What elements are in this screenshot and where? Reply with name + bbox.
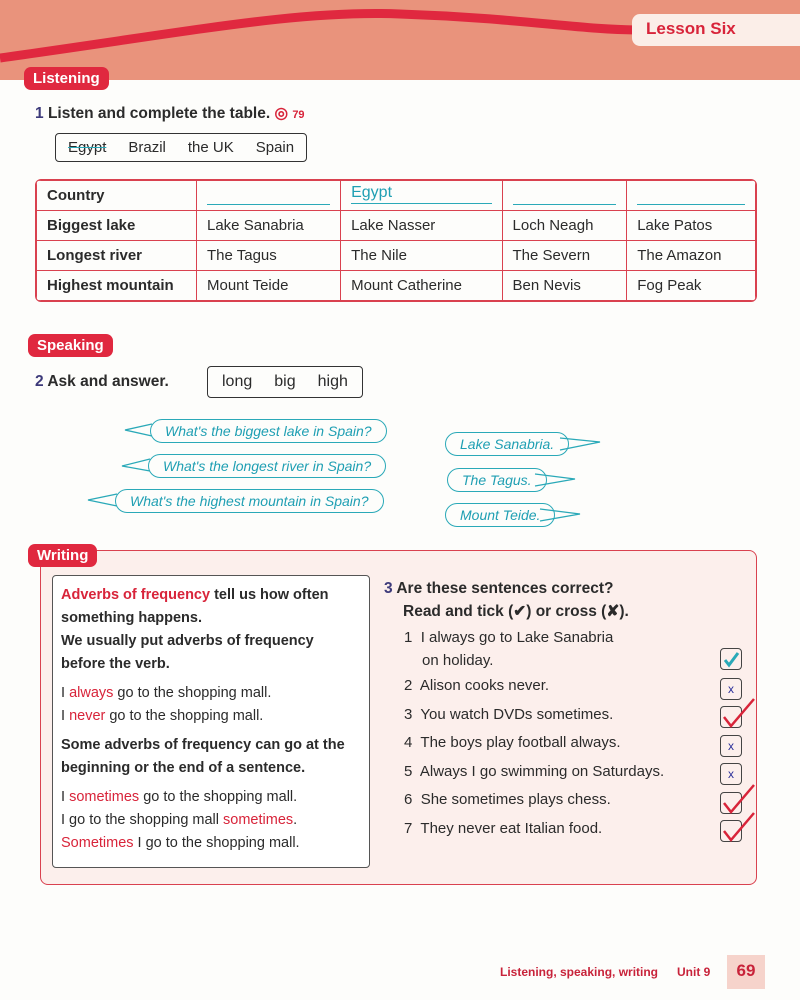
grammar-box <box>52 575 370 868</box>
word: big <box>274 373 296 390</box>
sentence-item: 1 I always go to Lake Sanabria on holiday. <box>404 629 614 669</box>
cell: Mount Teide <box>197 271 341 301</box>
exercise-number: 1 <box>35 105 44 122</box>
question-bubble: What's the biggest lake in Spain? <box>150 419 387 443</box>
word: Brazil <box>128 139 166 156</box>
instruction: Ask and answer. <box>47 373 169 390</box>
footer-topic: Listening, speaking, writing <box>500 965 659 979</box>
sentence-item: 2 Alison cooks never. <box>404 677 550 694</box>
section-speaking: Speaking <box>28 334 113 357</box>
grammar-rule: Some adverbs of frequency can go at the beginning or the end of a sentence. <box>61 737 345 776</box>
cross-checkbox[interactable]: x <box>720 763 742 785</box>
sentence-item: 7 They never eat Italian food. <box>404 819 603 837</box>
track-number: 79 <box>292 109 305 121</box>
answer-bubble: Mount Teide. <box>445 503 555 527</box>
tick-icon <box>721 785 761 815</box>
question-bubble: What's the highest mountain in Spain? <box>115 489 384 513</box>
example: I always go to the shopping mall. <box>61 685 272 701</box>
tick-checkbox[interactable] <box>720 648 742 670</box>
word: Spain <box>255 139 295 156</box>
cell: Lake Nasser <box>341 211 502 241</box>
cell: The Nile <box>341 241 502 271</box>
row-label: Longest river <box>37 241 197 271</box>
cell: Ben Nevis <box>502 271 627 301</box>
page-number: 69 <box>727 955 765 989</box>
grammar-rule: We usually put adverbs of frequency before the verb. <box>61 633 314 672</box>
sentence-item: 3 You watch DVDs sometimes. <box>404 705 614 723</box>
example: Sometimes I go to the shopping mall. <box>61 835 300 851</box>
example: I sometimes go to the shopping mall. <box>61 789 298 805</box>
audio-cd-icon[interactable]: ◎ <box>274 105 288 122</box>
cell: The Severn <box>502 241 627 271</box>
cell: Lake Patos <box>627 211 756 241</box>
exercise-3-title <box>384 577 629 623</box>
tick-checkbox[interactable] <box>720 792 742 814</box>
row-label: Highest mountain <box>37 271 197 301</box>
word: long <box>222 373 253 390</box>
exercise-number: 3 <box>384 580 393 597</box>
instruction: Listen and complete the table. <box>47 105 271 122</box>
word: high <box>317 373 348 390</box>
section-listening: Listening <box>24 67 109 90</box>
answer-bubble: Lake Sanabria. <box>445 432 569 456</box>
answer: Egypt <box>351 184 491 204</box>
exercise-number: 2 <box>35 373 44 390</box>
grammar-intro <box>61 584 361 630</box>
cell: Mount Catherine <box>341 271 502 301</box>
lesson-title: Lesson Six <box>632 14 800 46</box>
row-label: Biggest lake <box>37 211 197 241</box>
word: Egypt <box>68 139 107 156</box>
tick-checkbox[interactable] <box>720 820 742 842</box>
example: I go to the shopping mall sometimes. <box>61 812 298 828</box>
sentence-item: 5 Always I go swimming on Saturdays. <box>404 762 665 780</box>
text: tell us how often something happens. <box>61 587 329 626</box>
instruction: Read and tick (✔) or cross (✘). <box>403 603 629 620</box>
tick-checkbox[interactable] <box>720 706 742 728</box>
tick-icon <box>721 699 761 729</box>
cell: Loch Neagh <box>502 211 627 241</box>
term: Adverbs of frequency <box>61 587 211 603</box>
question-bubble: What's the longest river in Spain? <box>148 454 386 478</box>
word: the UK <box>187 139 234 156</box>
footer-unit: Unit 9 <box>677 965 711 979</box>
cross-checkbox[interactable]: x <box>720 678 742 700</box>
cell: Fog Peak <box>627 271 756 301</box>
section-writing: Writing <box>28 544 97 567</box>
cell: The Amazon <box>627 241 756 271</box>
answer-bubble: The Tagus. <box>447 468 547 492</box>
cross-checkbox[interactable]: x <box>720 735 742 757</box>
sentence-list <box>404 626 714 843</box>
tick-icon <box>721 813 761 843</box>
cell: The Tagus <box>197 241 341 271</box>
instruction: Are these sentences correct? <box>396 580 614 597</box>
sentence-item: 4 The boys play football always. <box>404 734 621 751</box>
tick-icon <box>721 649 741 669</box>
sentence-item: 6 She sometimes plays chess. <box>404 791 611 808</box>
example: I never go to the shopping mall. <box>61 708 264 724</box>
row-label: Country <box>37 181 197 211</box>
cell: Lake Sanabria <box>197 211 341 241</box>
